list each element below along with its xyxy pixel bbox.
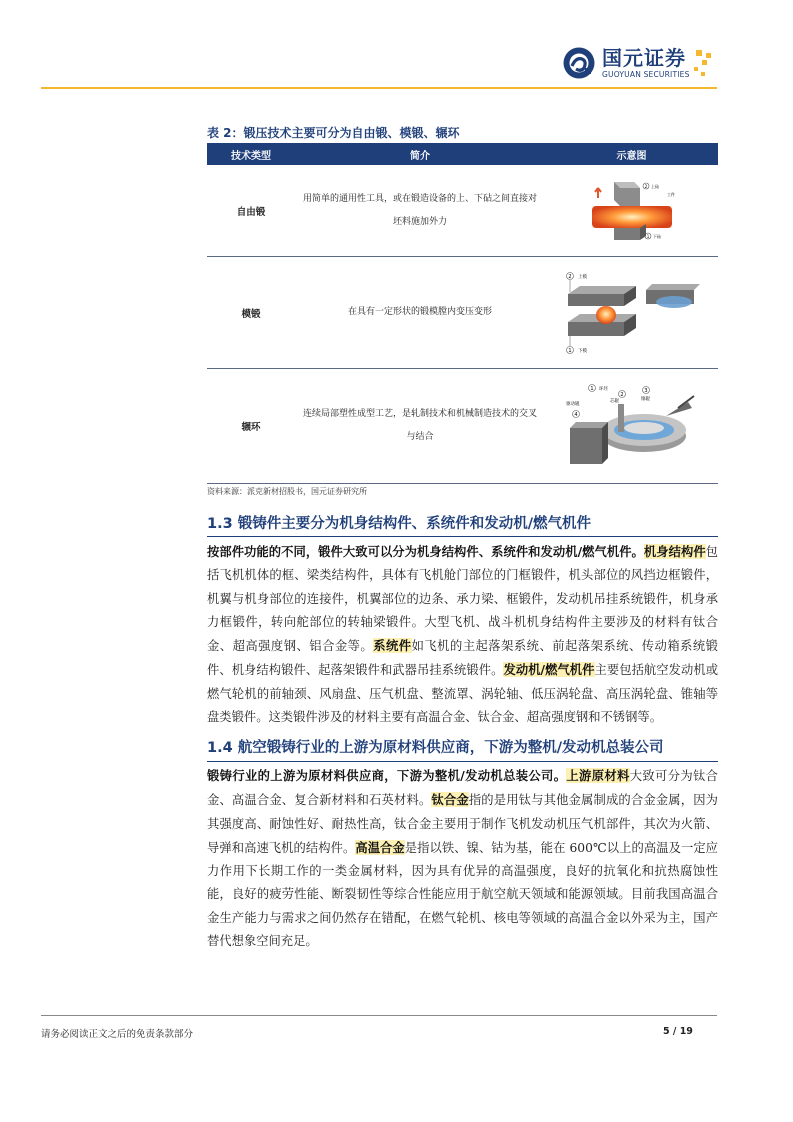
term-system-parts: 系统件: [373, 638, 412, 654]
term-engine-parts: 发动机/燃气机件: [503, 662, 595, 678]
header-divider: [41, 87, 717, 89]
table-source: 资料来源：派克新材招股书，国元证券研究所: [207, 487, 367, 496]
cell-desc: 在具有一定形状的锻模膛内变压变形: [347, 307, 492, 317]
term-upstream-materials: 上游原材料: [566, 768, 630, 783]
col-header-type: 技术类型: [231, 150, 271, 162]
logo-en-text: GUOYUAN SECURITIES: [602, 69, 690, 79]
cell-type: 模锻: [241, 308, 261, 320]
col-header-diagram: 示意图: [616, 150, 647, 162]
lead-sentence: 锻铸行业的上游为原材料供应商，下游为整机/发动机总装公司。: [207, 768, 567, 783]
section-1-3-paragraph: [207, 540, 718, 729]
table-header-row: [207, 143, 718, 165]
table-title: 表 2：锻压技术主要可分为自由锻、模锻、辗环: [207, 126, 460, 140]
free-forging-label: 上砧: [650, 183, 659, 189]
die-forging-label: 2: [567, 273, 572, 280]
ring-rolling-label: 驱动辊: [565, 402, 579, 407]
die-forging-label: 下模: [577, 348, 587, 354]
cell-diagram: [545, 380, 718, 472]
company-logo: [562, 45, 690, 81]
footer-disclaimer: 请务必阅读正文之后的免责条款部分: [41, 1029, 194, 1040]
guoyuan-logo-icon: [562, 46, 596, 80]
die-forging-label: 1: [567, 347, 572, 354]
cell-desc: 用简单的通用性工具，或在锻造设备的上、下砧之间直接对坯料施加外力: [303, 193, 538, 227]
ring-rolling-label: 4: [573, 412, 578, 418]
paragraph-text: 是指以铁、镍、钴为基，能在 600℃以上的高温及一定应力作用下长期工作的一类金属材料，因为具有优异的高温强度，良好的抗氧化和抗热腐蚀性能，良好的疲劳性能、断裂韧性等综合性能应用于航空航天领域和能源领域。目前我国高温合金生产能力与需求之间仍然存在错配，在燃气轮机、核电等领域的高温合金以外采为主，国产替代想象空间充足。: [207, 840, 718, 949]
cell-diagram: [545, 270, 718, 356]
lead-sentence: 按部件功能的不同，锻件大致可以分为机身结构件、系统件和发动机/燃气机件。: [207, 544, 644, 559]
ring-rolling-diagram: [562, 380, 702, 472]
table-row: [207, 165, 718, 257]
paragraph-text: 指的是用钛与其他金属制成的合金金属，因为其强度高、耐蚀性好、耐热性高，钛合金主要用于制作飞机发动机压气机部件，其次为火箭、导弹和高速飞机的结构件。: [207, 793, 718, 855]
section-heading-1-4: 1.4 航空锻铸行业的上游为原材料供应商，下游为整机/发动机总装公司: [207, 740, 664, 756]
ring-rolling-label: 1: [589, 386, 594, 392]
ring-rolling-label: 锥辊: [640, 397, 650, 402]
term-superalloy: 高温合金: [355, 839, 405, 855]
section-rule: [207, 536, 718, 537]
cell-desc: 连续局部塑性成型工艺，是轧制技术和机械制造技术的交叉与结合: [303, 409, 538, 442]
ring-rolling-label: 芯辊: [609, 399, 619, 404]
free-forging-diagram: [584, 180, 680, 242]
col-header-desc: 简介: [410, 150, 430, 162]
section-heading-1-3: 1.3 锻铸件主要分为机身结构件、系统件和发动机/燃气机件: [207, 516, 592, 532]
table-row: [207, 369, 718, 484]
cell-type: 辗环: [241, 422, 261, 433]
cell-type: 自由锻: [236, 206, 266, 218]
free-forging-label: 下砧: [652, 233, 661, 239]
die-forging-diagram: [562, 270, 702, 356]
ring-rolling-label: 环坯: [598, 387, 608, 392]
section-1-4-paragraph: [207, 764, 718, 953]
die-forging-label: 上模: [577, 274, 587, 280]
free-forging-label: 工件: [666, 191, 675, 197]
forging-types-table: [207, 143, 718, 484]
table-row: [207, 257, 718, 369]
cell-diagram: [545, 180, 718, 242]
paragraph-text: 包括飞机机体的框、梁类结构件，具体有飞机舱门部位的门框锻件，机头部位的风挡边框锻件，机翼与机身部位的连接件，机翼部位的边条、承力梁、框锻件，发动机吊挂系统锻件，机身承力框锻件，转向舵部位的转轴梁锻件。大型飞机、战斗机机身结构件主要涉及的材料有钛合金、超高强度钢、铝合金等。: [207, 545, 718, 654]
section-rule: [207, 761, 718, 762]
paragraph-text: 大致可分为钛合金、高温合金、复合新材料和石英材料。: [207, 769, 718, 808]
page-number: 5 / 19: [663, 1026, 693, 1037]
ring-rolling-label: 3: [643, 388, 648, 394]
footer-divider: [41, 1015, 717, 1016]
term-airframe-parts: 机身结构件: [643, 544, 706, 559]
ring-rolling-label: 2: [619, 392, 624, 398]
free-forging-label: 2: [644, 183, 647, 189]
logo-dots-icon: [682, 45, 722, 81]
paragraph-text: 如飞机的主起落架系统、前起落架系统、传动箱系统锻件、机身结构锻件、起落架锻件和武器吊挂系统锻件。: [207, 639, 718, 678]
logo-cn-text: 国元证券: [602, 45, 686, 70]
paragraph-text: 主要包括航空发动机或燃气轮机的前轴颈、风扇盘、压气机盘、整流罩、涡轮轴、低压涡轮盘、高压涡轮盘、锥轴等盘类锻件。这类锻件涉及的材料主要有高温合金、钛合金、超高强度钢和不锈钢等。: [207, 663, 718, 725]
free-forging-label: 1: [646, 233, 649, 239]
term-titanium-alloy: 钛合金: [431, 792, 469, 808]
